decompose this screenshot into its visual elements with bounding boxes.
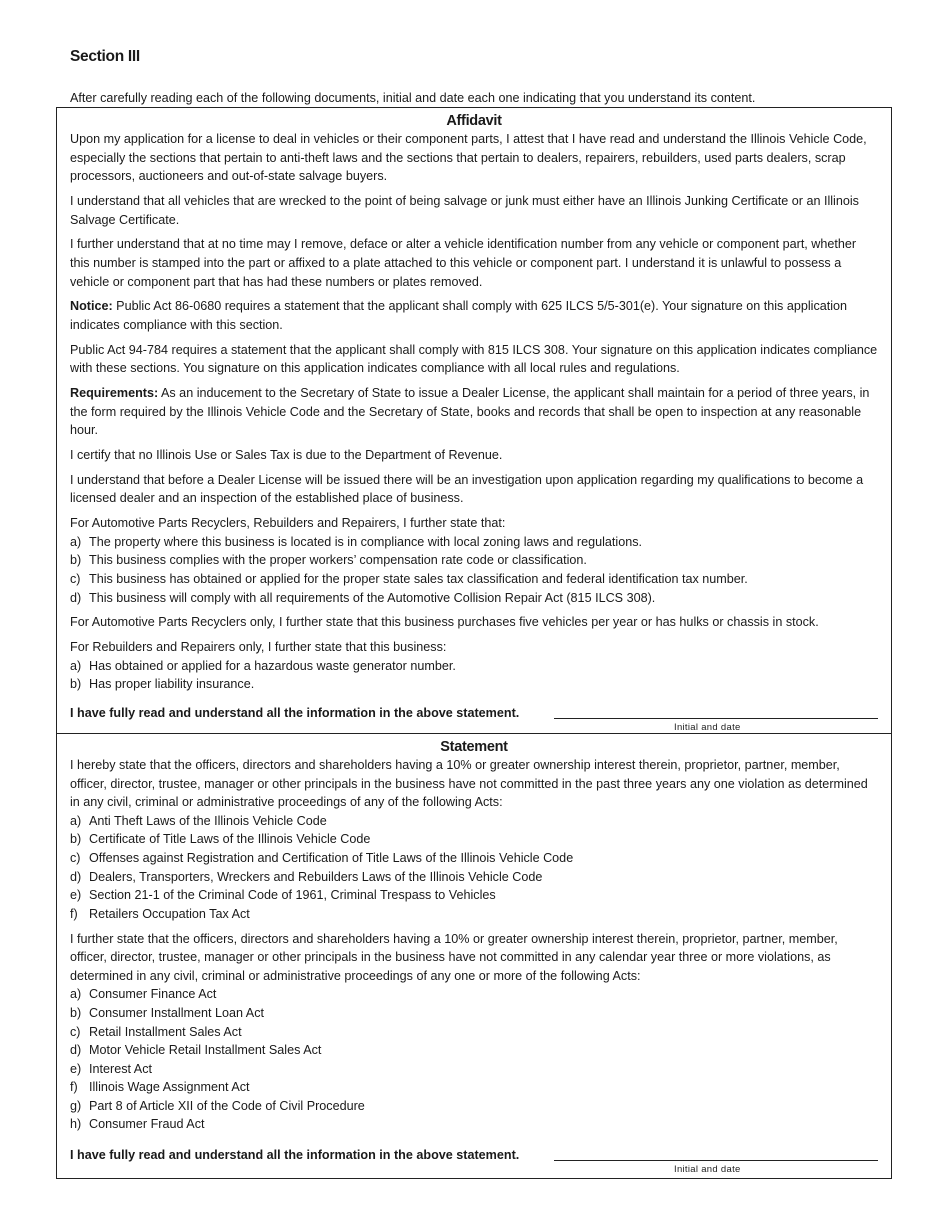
list-item bbox=[70, 657, 878, 676]
list-marker: b) bbox=[70, 677, 82, 692]
acknowledgement-statement: I have fully read and understand all the information in the above statement. bbox=[70, 1148, 520, 1162]
list-marker: a) bbox=[70, 658, 82, 673]
list-text: Part 8 of Article XII of the Code of Civil Procedure bbox=[89, 1098, 365, 1113]
list-marker: d) bbox=[70, 590, 82, 605]
list-marker: a) bbox=[70, 813, 82, 828]
list-item bbox=[70, 1041, 878, 1060]
list-marker: b) bbox=[70, 1005, 82, 1020]
notice-text: Public Act 86-0680 requires a statement that the applicant shall comply with 625 ILCS 5/5-301(e). Your signature on this application indicates compliance with this section. bbox=[70, 299, 848, 332]
list-marker: e) bbox=[70, 888, 82, 903]
list-text: Consumer Fraud Act bbox=[89, 1117, 205, 1132]
requirements-text: As an inducement to the Secretary of State to issue a Dealer License, the applicant shall maintain for a period of three years, in the form required by the Illinois Vehicle Code and the Secretary of State, books and records that shall be open to inspection at any reasonable hour. bbox=[70, 386, 870, 438]
list-marker: b) bbox=[70, 832, 82, 847]
list-item bbox=[70, 551, 878, 570]
statement-paragraph: I further state that the officers, directors and shareholders having a 10% or greater ownership interest therein, proprietor, partner, member, officer, director, trustee, manager or other principals in the business have not committed in any calendar year three or more violations, as determined in any civil, criminal or administrative proceedings of any one or more of the following Acts: bbox=[70, 931, 838, 983]
list-text: The property where this business is located is in compliance with local zoning laws and regulations. bbox=[89, 534, 643, 549]
list-text: Section 21-1 of the Criminal Code of 1961, Criminal Trespass to Vehicles bbox=[89, 888, 496, 903]
list-marker: f) bbox=[70, 1080, 78, 1095]
affidavit-title: Affidavit bbox=[446, 113, 502, 129]
list-text: Has proper liability insurance. bbox=[89, 677, 255, 692]
recyclers-block bbox=[70, 514, 878, 607]
list-item bbox=[70, 886, 878, 905]
list-marker: f) bbox=[70, 906, 78, 921]
list-item bbox=[70, 830, 878, 849]
list-text: Retail Installment Sales Act bbox=[89, 1024, 242, 1039]
list-marker: c) bbox=[70, 850, 81, 865]
list-item bbox=[70, 985, 878, 1004]
acknowledgement-statement: I have fully read and understand all the information in the above statement. bbox=[70, 706, 520, 720]
list-text: Has obtained or applied for a hazardous waste generator number. bbox=[89, 658, 456, 673]
affidavit-paragraph: For Automotive Parts Recyclers only, I further state that this business purchases five vehicles per year or has hulks or chassis in stock. bbox=[70, 615, 819, 630]
list-item bbox=[70, 675, 878, 694]
list-text: Certificate of Title Laws of the Illinois Vehicle Code bbox=[89, 832, 371, 847]
requirements-paragraph bbox=[70, 384, 878, 440]
list-item bbox=[70, 1004, 878, 1023]
list-item bbox=[70, 905, 878, 924]
list-item bbox=[70, 1097, 878, 1116]
affidavit-paragraph: Upon my application for a license to deal in vehicles or their component parts, I attest that I have read and understand the Illinois Vehicle Code, especially the sections that pertain to anti-theft laws and the sections that pertain to dealers, repairers, rebuilders, used parts dealers, scrap processors, auctioneers and out-of-state salvage buyers. bbox=[70, 132, 867, 184]
list-text: Motor Vehicle Retail Installment Sales Act bbox=[89, 1043, 322, 1058]
section-intro: After carefully reading each of the following documents, initial and date each one indicating that you understand its content. bbox=[70, 91, 756, 105]
notice-paragraph bbox=[70, 297, 878, 334]
statement-box bbox=[56, 733, 892, 1179]
list-text: Offenses against Registration and Certification of Title Laws of the Illinois Vehicle Code bbox=[89, 850, 574, 865]
rebuilders-list bbox=[70, 657, 878, 694]
list-marker: d) bbox=[70, 869, 82, 884]
list-item bbox=[70, 1023, 878, 1042]
notice-label: Notice: bbox=[70, 299, 113, 314]
affidavit-paragraph: I further understand that at no time may I remove, deface or alter a vehicle identification number from any vehicle or component part, whether this number is stamped into the part or affixed to a plate attached to this vehicle or component part. I understand it is unlawful to possess a vehicle or component part that has had these numbers or plates removed. bbox=[70, 237, 857, 289]
statement-block-2 bbox=[70, 930, 878, 1135]
affidavit-paragraph: I understand that all vehicles that are wrecked to the point of being salvage or junk must either have an Illinois Junking Certificate or an Illinois Salvage Certificate. bbox=[70, 193, 859, 227]
list-item bbox=[70, 589, 878, 608]
affidavit-paragraph: Public Act 94-784 requires a statement that the applicant shall comply with 815 ILCS 308. Your signature on this application indicates compliance with these sections. You signature on this application indicates compliance with all local rules and regulations. bbox=[70, 342, 878, 376]
list-marker: b) bbox=[70, 553, 82, 568]
rebuilders-block bbox=[70, 638, 878, 694]
list-marker: c) bbox=[70, 1024, 81, 1039]
list-item bbox=[70, 868, 878, 887]
list-marker: a) bbox=[70, 987, 82, 1002]
list-text: Illinois Wage Assignment Act bbox=[89, 1080, 250, 1095]
affidavit-box bbox=[56, 107, 892, 734]
section-title: Section III bbox=[70, 48, 140, 65]
list-text: This business will comply with all requirements of the Automotive Collision Repair Act (815 ILCS 308). bbox=[89, 590, 656, 605]
list-item bbox=[70, 570, 878, 589]
affidavit-paragraph: I certify that no Illinois Use or Sales Tax is due to the Department of Revenue. bbox=[70, 448, 503, 463]
statement-block-1 bbox=[70, 756, 878, 923]
recyclers-list bbox=[70, 533, 878, 607]
list-text: Interest Act bbox=[89, 1061, 152, 1076]
list-text: Dealers, Transporters, Wreckers and Rebuilders Laws of the Illinois Vehicle Code bbox=[89, 869, 543, 884]
list-marker: g) bbox=[70, 1098, 82, 1113]
list-item bbox=[70, 849, 878, 868]
list-item bbox=[70, 1060, 878, 1079]
list-text: Retailers Occupation Tax Act bbox=[89, 906, 250, 921]
list-item bbox=[70, 1115, 878, 1134]
initial-date-caption: Initial and date bbox=[674, 722, 741, 733]
acts-list-2 bbox=[70, 985, 878, 1134]
list-text: This business has obtained or applied for the proper state sales tax classification and federal identification tax number. bbox=[89, 571, 748, 586]
list-marker: c) bbox=[70, 571, 81, 586]
rebuilders-intro: For Rebuilders and Repairers only, I further state that this business: bbox=[70, 640, 447, 655]
list-text: Consumer Finance Act bbox=[89, 987, 217, 1002]
list-marker: e) bbox=[70, 1061, 82, 1076]
recyclers-intro: For Automotive Parts Recyclers, Rebuilders and Repairers, I further state that: bbox=[70, 516, 506, 531]
statement-signature-line bbox=[70, 1147, 878, 1175]
acts-list-1 bbox=[70, 812, 878, 924]
initial-date-caption: Initial and date bbox=[674, 1164, 741, 1175]
requirements-label: Requirements: bbox=[70, 386, 159, 401]
list-item bbox=[70, 1078, 878, 1097]
list-text: Anti Theft Laws of the Illinois Vehicle Code bbox=[89, 813, 327, 828]
statement-title: Statement bbox=[440, 739, 508, 755]
list-item bbox=[70, 812, 878, 831]
list-marker: h) bbox=[70, 1117, 82, 1132]
list-text: Consumer Installment Loan Act bbox=[89, 1005, 265, 1020]
affidavit-signature-line bbox=[70, 705, 878, 733]
statement-paragraph: I hereby state that the officers, directors and shareholders having a 10% or greater ownership interest therein, proprietor, partner, member, officer, director, trustee, manager or other principals in the business have not committed in the past three years any one violation as determined in any civil, criminal or administrative proceedings of any of the following Acts: bbox=[70, 758, 868, 810]
list-marker: a) bbox=[70, 534, 82, 549]
list-marker: d) bbox=[70, 1043, 82, 1058]
list-item bbox=[70, 533, 878, 552]
list-text: This business complies with the proper workers’ compensation rate code or classification. bbox=[89, 553, 587, 568]
affidavit-paragraph: I understand that before a Dealer License will be issued there will be an investigation upon application regarding my qualifications to become a licensed dealer and an inspection of the established place of business. bbox=[70, 472, 864, 506]
